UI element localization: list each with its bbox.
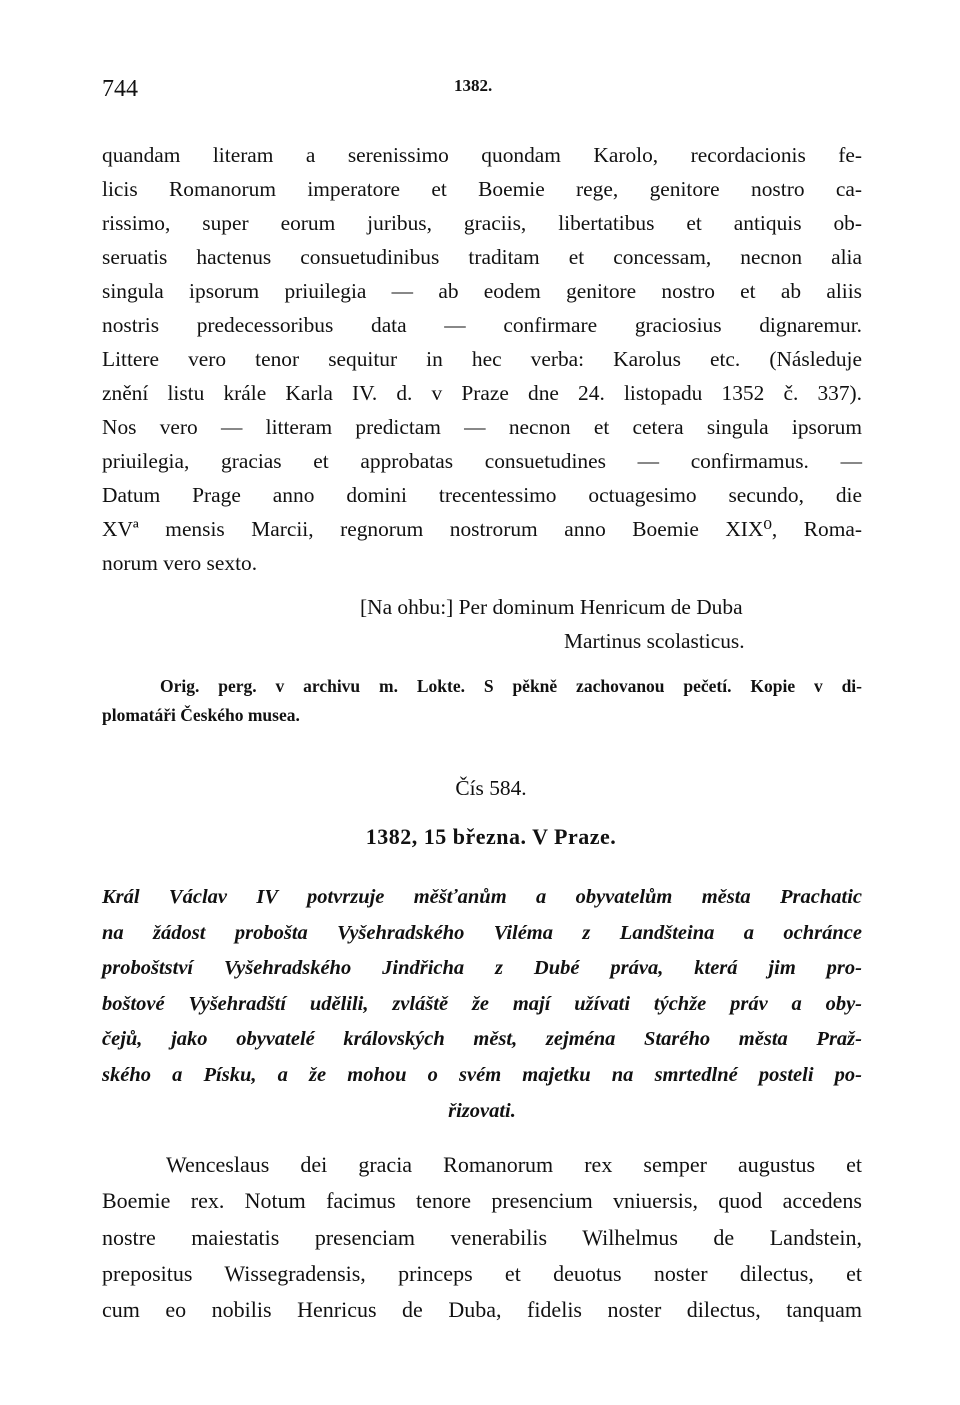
regest-line: proboštství Vyšehradského Jindřicha z Dubé práva, která jim pro- (102, 957, 862, 980)
source-note-line: plomatáři Českého musea. (102, 705, 300, 725)
document-number: Čís 584. (455, 776, 527, 800)
text-line: nostre maiestatis presenciam venerabilis Wilhelmus de Landstein, (102, 1224, 862, 1250)
endorsement-line: Martinus scolasticus. (564, 629, 745, 653)
regest-line: boštové Vyšehradští udělili, zvláště že mají užívati týchže práv a oby- (102, 992, 862, 1015)
text-line: priuilegia, gracias et approbatas consuetudines — confirmamus. — (102, 449, 862, 473)
text-line: cum eo nobilis Henricus de Duba, fidelis noster dilectus, tanquam (102, 1296, 862, 1322)
text-line: prepositus Wissegradensis, princeps et deuotus noster dilectus, et (102, 1260, 862, 1286)
endorsement (102, 590, 862, 658)
text-line: XVª mensis Marcii, regnorum nostrorum anno Boemie XIX⁰, Roma- (102, 517, 862, 541)
charter-text-continued (102, 138, 862, 580)
endorsement-line: [Na ohbu:] Per dominum Henricum de Duba (360, 595, 743, 619)
source-note (102, 672, 862, 730)
text-line: licis Romanorum imperatore et Boemie rege, genitore nostro ca- (102, 177, 862, 201)
document-page (102, 76, 862, 1328)
source-note-line: Orig. perg. v archivu m. Lokte. S pěkně zachovanou pečetí. Kopie v di- (160, 676, 862, 696)
charter-text (102, 1147, 862, 1328)
page-number: 744 (102, 76, 138, 102)
regest-line: čejů, jako obyvatelé královských měst, zejména Starého města Praž- (102, 1028, 862, 1051)
document-date-place: 1382, 15 března. V Praze. (365, 824, 617, 849)
text-line: Littere vero tenor sequitur in hec verba: Karolus etc. (Následuje (102, 347, 862, 371)
running-head-year: 1382. (454, 76, 493, 95)
text-line: znění listu krále Karla IV. d. v Praze dne 24. listopadu 1352 č. 337). (102, 381, 862, 405)
regest-line: ského a Písku, a že mohou o svém majetku na smrtedlné posteli po- (102, 1063, 862, 1086)
regest-line: Král Václav IV potvrzuje měšťanům a obyvatelům města Prachatic (102, 886, 862, 908)
regest-line: řizovati. (448, 1099, 516, 1122)
regest-line: na žádost probošta Vyšehradského Viléma z Landšteina a ochránce (102, 921, 862, 944)
regest-summary (102, 880, 862, 1129)
text-line: Wenceslaus dei gracia Romanorum rex semper augustus et (166, 1152, 862, 1178)
text-line: norum vero sexto. (102, 551, 258, 575)
page-header (102, 76, 862, 116)
text-line: singula ipsorum priuilegia — ab eodem genitore nostro et ab aliis (102, 279, 862, 303)
text-line: Datum Prage anno domini trecentessimo octuagesimo secundo, die (102, 483, 862, 507)
text-line: Nos vero — litteram predictam — necnon et cetera singula ipsorum (102, 415, 862, 439)
text-line: rissimo, super eorum juribus, graciis, libertatibus et antiquis ob- (102, 211, 862, 235)
text-line: nostris predecessoribus data — confirmare graciosius dignaremur. (102, 313, 862, 337)
text-line: quandam literam a serenissimo quondam Karolo, recordacionis fe- (102, 143, 862, 167)
text-line: seruatis hactenus consuetudinibus traditam et concessam, necnon alia (102, 245, 862, 269)
text-line: Boemie rex. Notum facimus tenore presencium vniuersis, quod accedens (102, 1188, 862, 1214)
